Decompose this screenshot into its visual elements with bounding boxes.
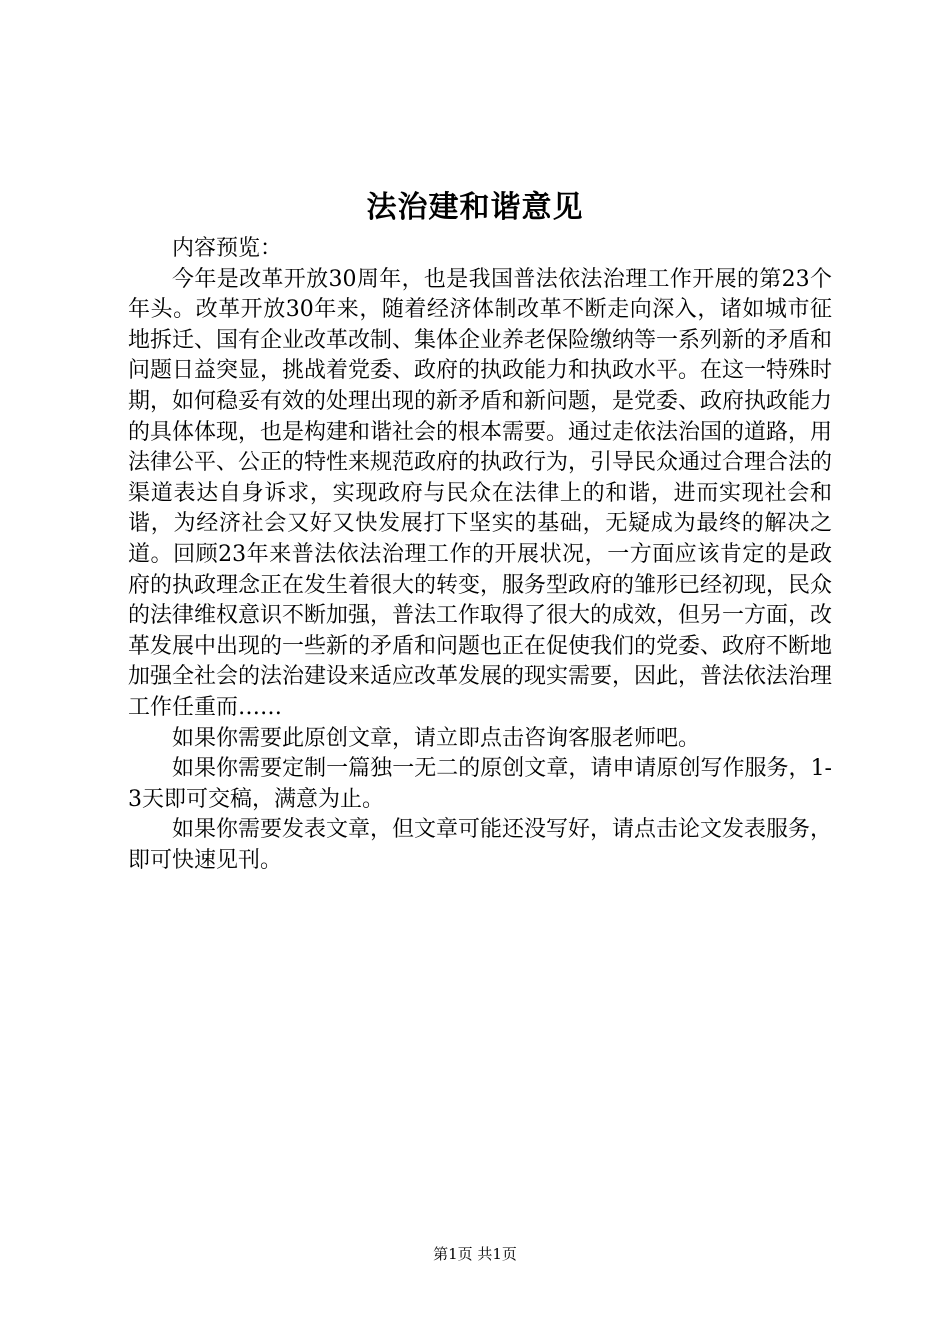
body-paragraph-publish: 如果你需要发表文章，但文章可能还没写好，请点击论文发表服务，即可快速见刊。 bbox=[128, 817, 833, 873]
body-paragraph-consult: 如果你需要此原创文章，请立即点击咨询客服老师吧。 bbox=[172, 725, 701, 751]
body-paragraph-custom: 如果你需要定制一篇独一无二的原创文章，请申请原创写作服务，1-3天即可交稿，满意为止。 bbox=[128, 756, 832, 812]
preview-label: 内容预览： bbox=[172, 236, 283, 261]
document-title: 法治建和谐意见 bbox=[366, 190, 584, 225]
page-footer: 第1页 共1页 bbox=[433, 1245, 517, 1263]
body-paragraph-main: 今年是改革开放30周年，也是我国普法依法治理工作开展的第23个年头。改革开放30年来，随着经济体制改革不断走向深入，诸如城市征地拆迁、国有企业改革改制、集体企业养老保险缴纳等一系列新的矛盾和问题日益突显，挑战着党委、政府的执政能力和执政水平。在这一特殊时期，如何稳妥有效的处理出现的新矛盾和新问题，是党委、政府执政能力的具体体现，也是构建和谐社会的根本需要。通过走依法治国的道路，用法律公平、公正的特性来规范政府的执政行为，引导民众通过合理合法的渠道表达自身诉求，实现政府与民众在法律上的和谐，进而实现社会和谐，为经济社会又好又快发展打下坚实的基础，无疑成为最终的解决之道。回顾23年来普法依法治理工作的开展状况，一方面应该肯定的是政府的执政理念正在发生着很大的转变，服务型政府的雏形已经初现，民众的法律维权意识不断加强，普法工作取得了很大的成效，但另一方面，改革发展中出现的一些新的矛盾和问题也正在促使我们的党委、政府不断地加强全社会的法治建设来适应改革发展的现实需要，因此，普法依法治理工作任重而…… bbox=[128, 266, 833, 720]
document-body bbox=[128, 234, 832, 876]
